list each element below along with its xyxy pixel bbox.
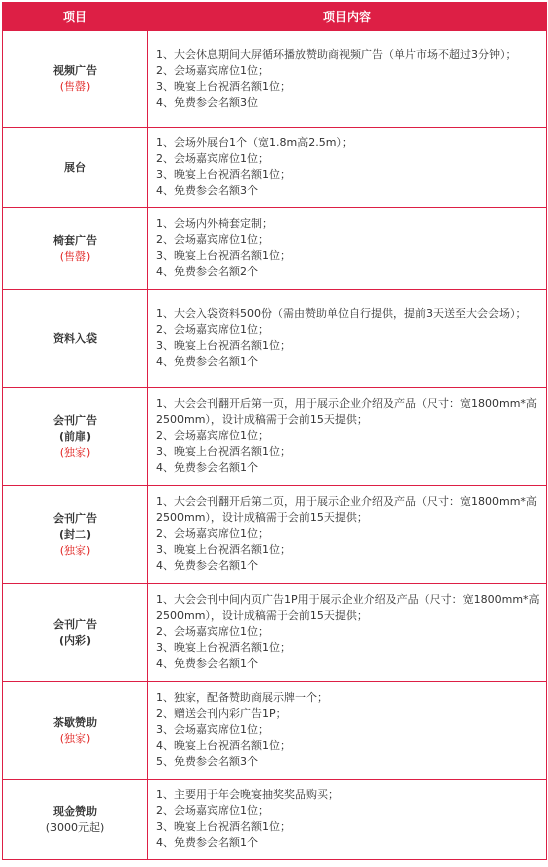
content-line: 2、会场嘉宾席位1位； bbox=[156, 625, 269, 638]
table-row bbox=[3, 682, 547, 780]
content-line: 3、晚宴上台祝酒名额1位； bbox=[156, 820, 291, 833]
content-line: 4、免费参会名额3个 bbox=[156, 184, 258, 197]
item-status-tag: (独家) bbox=[59, 731, 91, 745]
item-position: (内彩) bbox=[58, 633, 92, 647]
content-line: 5、免费参会名额3个 bbox=[156, 755, 258, 768]
content-line: 4、免费参会名额1个 bbox=[156, 836, 258, 849]
item-cell bbox=[3, 780, 148, 860]
content-line: 1、大会会刊翻开后第一页，用于展示企业介绍及产品（尺寸：宽1800mm*高2500mm），设计成稿需于会前15天提供； bbox=[156, 397, 537, 426]
content-line: 4、免费参会名额3位 bbox=[156, 95, 258, 109]
item-name: 会刊广告 bbox=[53, 511, 97, 525]
content-line: 1、大会会刊中间内页广告1P用于展示企业介绍及产品（尺寸：宽1800mm*高2500mm），设计成稿需于会前15天提供； bbox=[156, 593, 540, 622]
content-cell bbox=[148, 128, 547, 208]
item-cell bbox=[3, 682, 148, 780]
content-line: 1、大会休息期间大屏循环播放赞助商视频广告（单片市场不超过3分钟）； bbox=[156, 47, 517, 61]
item-name: 视频广告 bbox=[53, 64, 97, 77]
content-cell bbox=[148, 31, 547, 128]
content-line: 1、独家，配备赞助商展示牌一个； bbox=[156, 691, 328, 704]
content-line: 4、免费参会名额1个 bbox=[156, 461, 258, 474]
item-cell bbox=[3, 584, 148, 682]
table-row bbox=[3, 208, 547, 290]
table-header-row bbox=[3, 3, 547, 31]
item-name: 茶歇赞助 bbox=[53, 715, 97, 729]
item-name: 资料入袋 bbox=[53, 331, 97, 345]
item-position: (前扉) bbox=[58, 429, 92, 443]
content-line: 2、会场嘉宾席位1位； bbox=[156, 527, 269, 540]
content-cell bbox=[148, 290, 547, 388]
content-line: 4、免费参会名额1个 bbox=[156, 657, 258, 670]
table-row bbox=[3, 290, 547, 388]
column-header-item: 项目 bbox=[3, 3, 148, 31]
content-line: 2、会场嘉宾席位1位； bbox=[156, 429, 269, 442]
content-line: 1、大会入袋资料500份（需由赞助单位自行提供，提前3天送至大会会场）； bbox=[156, 307, 527, 320]
content-line: 2、会场嘉宾席位1位； bbox=[156, 233, 269, 246]
item-price-note: (3000元起) bbox=[45, 820, 105, 834]
content-line: 1、主要用于年会晚宴抽奖奖品购买； bbox=[156, 788, 339, 801]
item-cell bbox=[3, 208, 148, 290]
content-line: 2、赠送会刊内彩广告1P； bbox=[156, 707, 287, 720]
sponsorship-table bbox=[2, 2, 547, 860]
table-row bbox=[3, 31, 547, 128]
table-body bbox=[3, 31, 547, 860]
content-line: 4、晚宴上台祝酒名额1位； bbox=[156, 739, 291, 752]
content-line: 4、免费参会名额1个 bbox=[156, 355, 258, 368]
content-cell bbox=[148, 584, 547, 682]
table-row bbox=[3, 486, 547, 584]
content-line: 3、晚宴上台祝酒名额1位； bbox=[156, 79, 291, 93]
item-name: 展台 bbox=[64, 160, 86, 174]
content-line: 3、晚宴上台祝酒名额1位； bbox=[156, 641, 291, 654]
content-line: 3、晚宴上台祝酒名额1位； bbox=[156, 339, 291, 352]
content-line: 3、晚宴上台祝酒名额1位； bbox=[156, 543, 291, 556]
table-row bbox=[3, 584, 547, 682]
column-header-content: 项目内容 bbox=[148, 3, 547, 31]
item-cell bbox=[3, 128, 148, 208]
content-line: 1、大会会刊翻开后第二页，用于展示企业介绍及产品（尺寸：宽1800mm*高2500mm），设计成稿需于会前15天提供； bbox=[156, 495, 537, 524]
item-status-tag: (独家) bbox=[59, 445, 91, 459]
table-row bbox=[3, 388, 547, 486]
content-line: 4、免费参会名额1个 bbox=[156, 559, 258, 572]
table-row bbox=[3, 780, 547, 860]
item-status-tag: (售罄) bbox=[59, 80, 91, 93]
item-status-tag: (售罄) bbox=[59, 249, 91, 263]
item-position: (封二) bbox=[58, 527, 92, 541]
item-cell bbox=[3, 486, 148, 584]
content-line: 1、会场内外椅套定制； bbox=[156, 217, 273, 230]
content-line: 3、会场嘉宾席位1位； bbox=[156, 723, 269, 736]
content-line: 2、会场嘉宾席位1位； bbox=[156, 63, 269, 77]
item-cell bbox=[3, 31, 148, 128]
item-cell bbox=[3, 388, 148, 486]
content-line: 3、晚宴上台祝酒名额1位； bbox=[156, 249, 291, 262]
item-name: 椅套广告 bbox=[53, 233, 97, 247]
item-name: 会刊广告 bbox=[53, 413, 97, 427]
item-name: 会刊广告 bbox=[53, 617, 97, 631]
content-line: 3、晚宴上台祝酒名额1位； bbox=[156, 445, 291, 458]
content-line: 4、免费参会名额2个 bbox=[156, 265, 258, 278]
content-cell bbox=[148, 682, 547, 780]
content-line: 2、会场嘉宾席位1位； bbox=[156, 152, 269, 165]
content-cell bbox=[148, 486, 547, 584]
table-row bbox=[3, 128, 547, 208]
content-line: 3、晚宴上台祝酒名额1位； bbox=[156, 168, 291, 181]
content-line: 1、会场外展台1个（宽1.8m高2.5m）； bbox=[156, 136, 353, 149]
item-status-tag: (独家) bbox=[59, 543, 91, 557]
item-name: 现金赞助 bbox=[53, 804, 97, 818]
content-cell bbox=[148, 208, 547, 290]
content-line: 2、会场嘉宾席位1位； bbox=[156, 323, 269, 336]
content-cell bbox=[148, 388, 547, 486]
item-cell bbox=[3, 290, 148, 388]
content-cell bbox=[148, 780, 547, 860]
content-line: 2、会场嘉宾席位1位； bbox=[156, 804, 269, 817]
